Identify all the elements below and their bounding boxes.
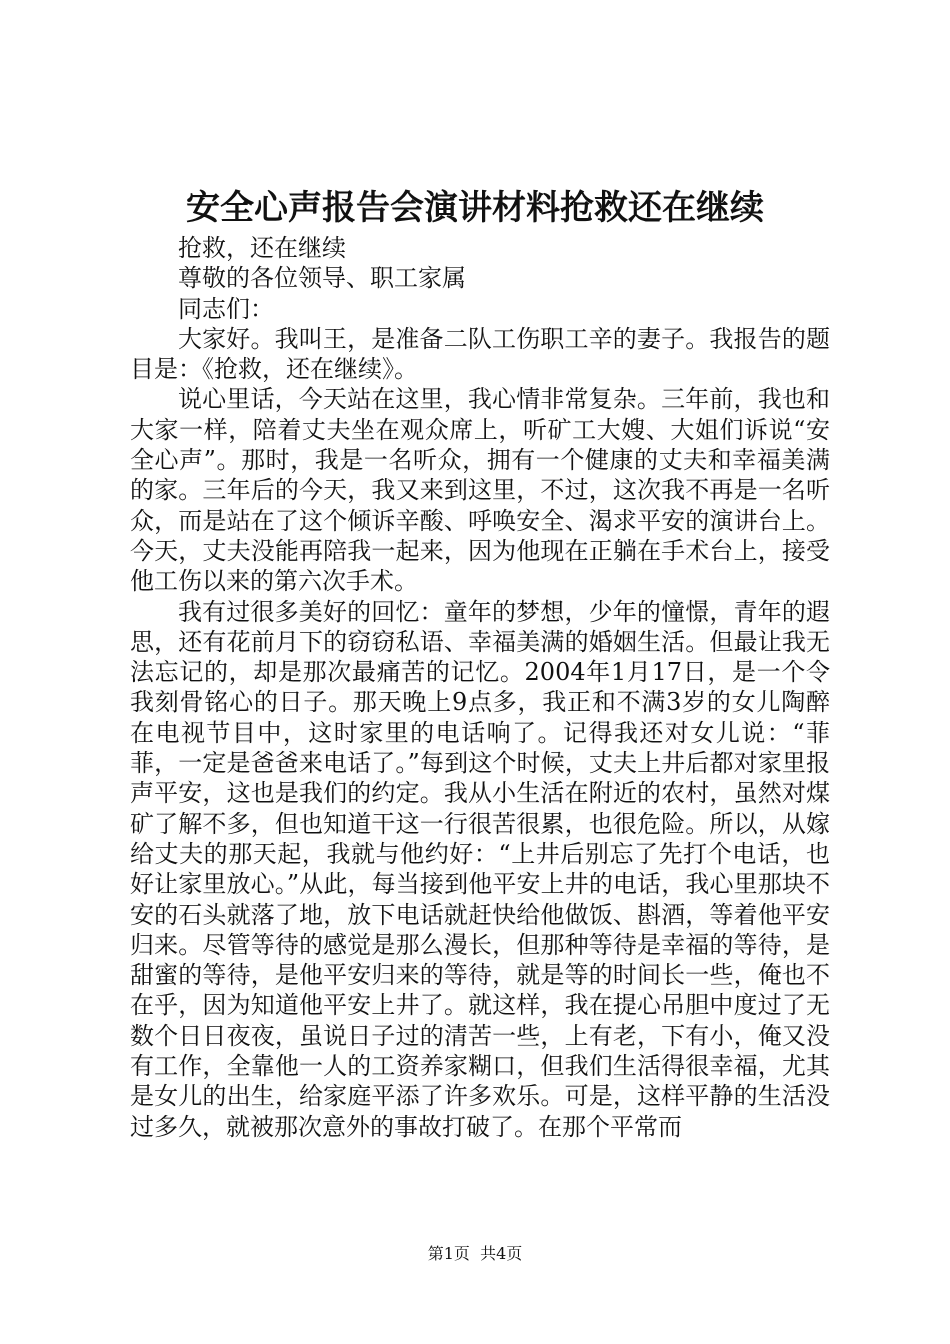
page-total: 共4页 (480, 1244, 523, 1263)
document-body (130, 233, 830, 1142)
paragraph-salutation: 尊敬的各位领导、职工家属 (178, 264, 466, 293)
paragraph-intro: 大家好。我叫王，是准备二队工伤职工辛的妻子。我报告的题目是：《抢救，还在继续》。 (130, 324, 830, 384)
paragraph-body-2: 我有过很多美好的回忆：童年的梦想，少年的憧憬，青年的遐思，还有花前月下的窃窃私语、幸福美满的婚姻生活。但最让我无法忘记的，却是那次最痛苦的记忆。2004年1月17日，是一个令我刻骨铭心的日子。那天晚上9点多，我正和不满3岁的女儿陶醉在电视节目中，这时家里的电话响了。记得我还对女儿说：“菲菲，一定是爸爸来电话了。”每到这个时候，丈夫上井后都对家里报声平安，这也是我们的约定。我从小生活在附近的农村，虽然对煤矿了解不多，但也知道干这一行很苦很累，也很危险。所以，从嫁给丈夫的那天起，我就与他约好：“上井后别忘了先打个电话，也好让家里放心。”从此，每当接到他平安上井的电话，我心里那块不安的石头就落了地，放下电话就赶快给他做饭、斟酒，等着他平安归来。尽管等待的感觉是那么漫长，但那种等待是幸福的等待，是甜蜜的等待，是他平安归来的等待，就是等的时间长一些，俺也不在乎，因为知道他平安上井了。就这样，我在提心吊胆中度过了无数个日日夜夜，虽说日子过的清苦一些，上有老，下有小，俺又没有工作，全靠他一人的工资养家糊口，但我们生活得很幸福，尤其是女儿的出生，给家庭平添了许多欢乐。可是，这样平静的生活没过多久，就被那次意外的事故打破了。在那个平常而 (130, 597, 830, 1141)
paragraph-greeting: 同志们： (178, 294, 274, 323)
paragraph-heading: 抢救，还在继续 (178, 234, 346, 262)
paragraph-body-1: 说心里话，今天站在这里，我心情非常复杂。三年前，我也和大家一样，陪着丈夫坐在观众席上，听矿工大嫂、大姐们诉说“安全心声”。那时，我是一名听众，拥有一个健康的丈夫和幸福美满的家。三年后的今天，我又来到这里，不过，这次我不再是一名听众，而是站在了这个倾诉辛酸、呼唤安全、渴求平安的演讲台上。今天，丈夫没能再陪我一起来，因为他现在正躺在手术台上，接受他工伤以来的第六次手术。 (130, 385, 830, 596)
page-number: 第1页 (427, 1244, 470, 1263)
page-footer (0, 1243, 950, 1265)
document-title: 安全心声报告会演讲材料抢救还在继续 (186, 188, 764, 228)
